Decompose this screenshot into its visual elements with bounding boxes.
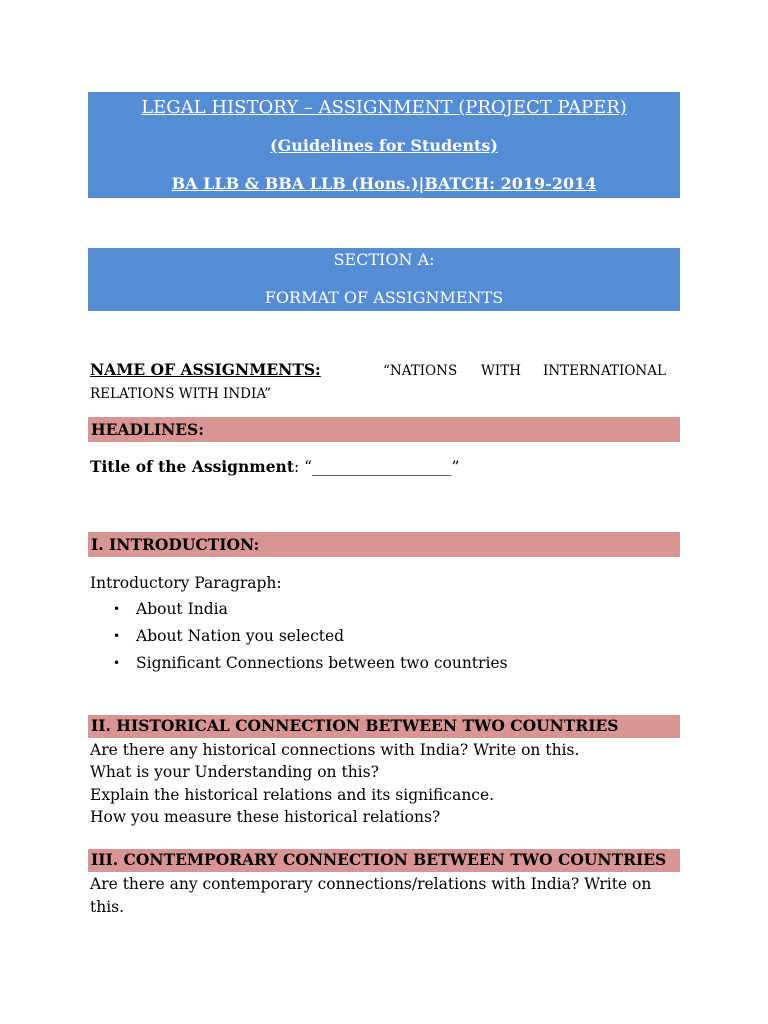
assignment-name-word: INTERNATIONAL	[543, 363, 666, 379]
section-title: FORMAT OF ASSIGNMENTS	[264, 288, 504, 307]
introduction-lead: Introductory Paragraph:	[90, 574, 282, 592]
document-title: LEGAL HISTORY – ASSIGNMENT (PROJECT PAPER)	[141, 97, 627, 118]
historical-heading-bar	[88, 715, 680, 738]
contemporary-heading-bar	[88, 849, 680, 872]
assignment-title-line	[90, 457, 459, 477]
section-banner	[88, 248, 680, 311]
assignment-name-continued: RELATIONS WITH INDIA”	[90, 386, 271, 402]
headlines-heading-bar	[88, 417, 680, 442]
contemporary-heading: III. CONTEMPORARY CONNECTION BETWEEN TWO COUNTRIES	[91, 850, 667, 869]
paragraph-line: Explain the historical relations and its significance.	[90, 786, 495, 804]
assignment-title-label: Title of the Assignment	[90, 457, 294, 476]
introduction-heading: I. INTRODUCTION:	[91, 535, 260, 554]
paragraph-line: How you measure these historical relations?	[90, 808, 441, 826]
bullet-text: Significant Connections between two countries	[136, 654, 508, 672]
bullet-text: About India	[136, 600, 228, 618]
introduction-heading-bar	[88, 532, 680, 557]
paragraph-line: Are there any historical connections with India? Write on this.	[90, 741, 580, 759]
paragraph-line: What is your Understanding on this?	[90, 763, 379, 781]
assignment-title-value: : “__________________”	[293, 458, 460, 476]
bullet-text: About Nation you selected	[136, 627, 345, 645]
assignment-name-word: WITH	[481, 363, 521, 379]
historical-heading: II. HISTORICAL CONNECTION BETWEEN TWO COUNTRIES	[91, 716, 619, 735]
paragraph-line: this.	[90, 898, 125, 916]
assignment-name-label: NAME OF ASSIGNMENTS:	[90, 360, 321, 379]
document-subtitle: (Guidelines for Students)	[270, 136, 498, 155]
paragraph-line: Are there any contemporary connections/relations with India? Write on	[90, 875, 652, 893]
assignment-name-word: “NATIONS	[383, 363, 458, 379]
section-label: SECTION A:	[333, 250, 435, 269]
batch-line: BA LLB & BBA LLB (Hons.)|BATCH: 2019-2014	[171, 174, 597, 193]
title-banner	[88, 92, 680, 198]
headlines-heading: HEADLINES:	[91, 420, 204, 439]
